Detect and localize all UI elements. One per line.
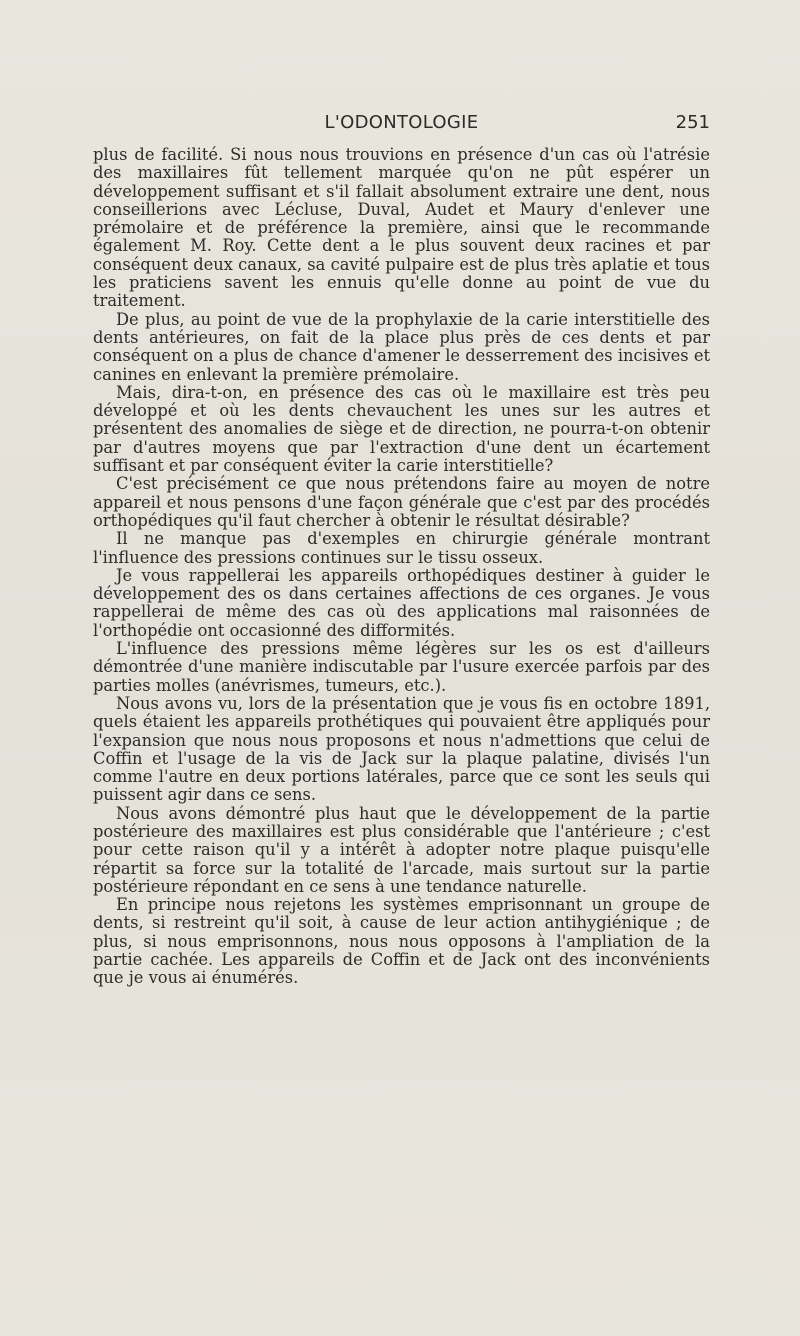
paragraph: plus de facilité. Si nous nous trouvions en présence d'un cas où l'atrésie des maxillaires fût tellement marquée qu'on ne pût espérer un développement suffisant et s'il fallait absolument extraire une dent, nous conseillerions avec Lécluse, Duval, Audet et Maury d'enlever une prémolaire et de préférence la première, ainsi que le recommande également M. Roy. Cette dent a le plus souvent deux racines et par conséquent deux canaux, sa cavité pulpaire est de plus très aplatie et tous les praticiens savent les ennuis qu'elle donne au point de vue du traitement. — [93, 145, 710, 311]
paragraph: Nous avons vu, lors de la présentation que je vous fis en octobre 1891, quels étaient les appareils prothétiques qui pouvaient être appliqués pour l'expansion que nous nous proposons et nous n'admettions que celui de Coffin et l'usage de la vis de Jack sur la plaque palatine, divisés l'un comme l'autre en deux portions latérales, parce que ce sont les seuls qui puissent agir dans ce sens. — [93, 693, 710, 805]
paragraph: Il ne manque pas d'exemples en chirurgie générale montrant l'influence des pressions continues sur le tissu osseux. — [93, 529, 710, 567]
page-number: 251 — [675, 112, 710, 133]
paragraph: En principe nous rejetons les systèmes emprisonnant un groupe de dents, si restreint qu'il soit, à cause de leur action antihygiénique ; de plus, si nous emprisonnons, nous nous opposons à l'ampliation de la partie cachée. Les appareils de Coffin et de Jack ont des inconvénients que je vous ai énumérés. — [93, 895, 710, 988]
paragraph: Nous avons démontré plus haut que le développement de la partie postérieure des maxillaires est plus considérable que l'antérieure ; c'est pour cette raison qu'il y a intérêt à adopter notre plaque puisqu'elle répartit sa force sur la totalité de l'arcade, mais surtout sur la partie postérieure répondant en ce sens à une tendance naturelle. — [93, 803, 710, 896]
body-text — [93, 146, 710, 988]
page-header — [93, 112, 710, 142]
paragraph: C'est précisément ce que nous prétendons faire au moyen de notre appareil et nous pensons d'une façon générale que c'est par des procédés orthopédiques qu'il faut chercher à obtenir le résultat désirable? — [93, 474, 710, 530]
paragraph: L'influence des pressions même légères sur les os est d'ailleurs démontrée d'une manière indiscutable par l'usure exercée parfois par des parties molles (anévrismes, tumeurs, etc.). — [93, 639, 710, 695]
running-title: L'ODONTOLOGIE — [324, 112, 479, 133]
paragraph: Mais, dira-t-on, en présence des cas où le maxillaire est très peu développé et où les dents chevauchent les unes sur les autres et présentent des anomalies de siège et de direction, ne pourra-t-on obtenir par d'autres moyens que par l'extraction d'une dent un écartement suffisant et par conséquent éviter la carie interstitielle? — [93, 382, 710, 476]
paragraph: De plus, au point de vue de la prophylaxie de la carie interstitielle des dents antérieures, on fait de la place plus près de ces dents et par conséquent on a plus de chance d'amener le desserrement des incisives et canines en enlevant la première prémolaire. — [93, 309, 710, 384]
paragraph: Je vous rappellerai les appareils orthopédiques destiner à guider le développement des os dans certaines affections de ces organes. Je vous rappellerai de même des cas où des applications mal raisonnées de l'orthopédie ont occasionné des difformités. — [93, 565, 710, 640]
